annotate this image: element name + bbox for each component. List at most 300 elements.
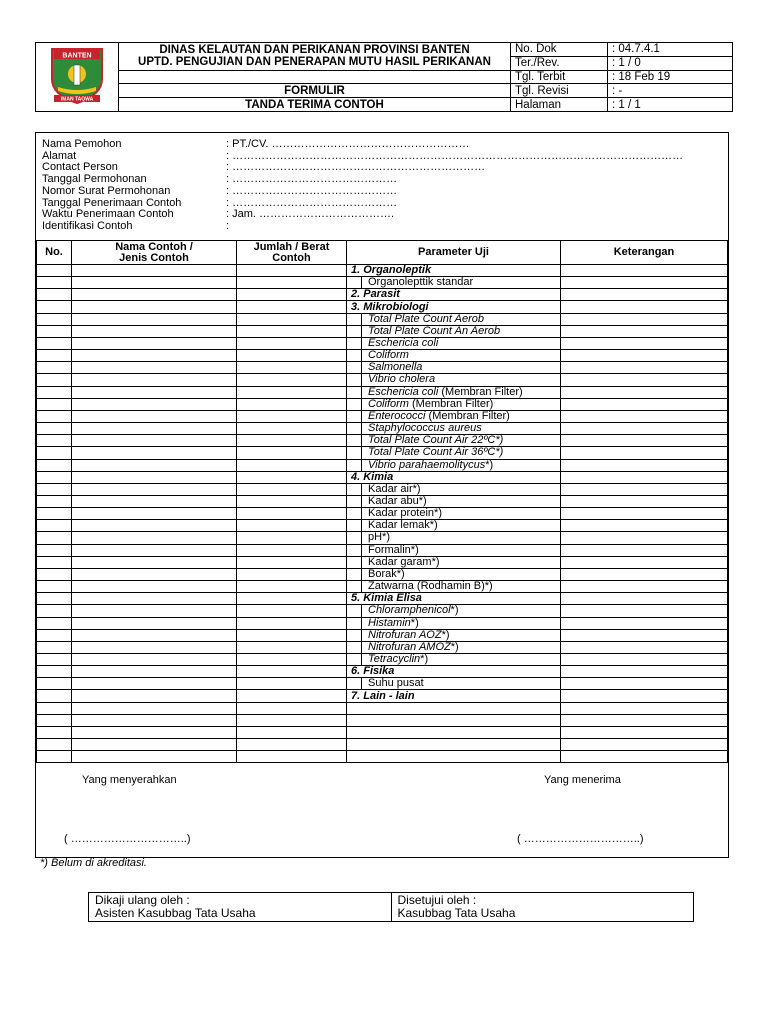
parameter-checkbox[interactable]: [347, 715, 361, 726]
parameter-checkbox[interactable]: [347, 545, 362, 556]
parameter-suffix: *): [420, 653, 429, 665]
table-row: [37, 678, 728, 690]
cell-nama[interactable]: [72, 398, 237, 410]
cell-parameter: [347, 617, 561, 629]
cell-parameter: [347, 702, 561, 714]
cell-keterangan[interactable]: [561, 726, 728, 738]
parameter-checkbox[interactable]: [347, 387, 362, 398]
table-row: [37, 702, 728, 714]
cell-no[interactable]: [37, 544, 72, 556]
cell-no[interactable]: [37, 556, 72, 568]
meta-value: : 18 Feb 19: [608, 70, 733, 84]
cell-no[interactable]: [37, 459, 72, 471]
banten-emblem-icon: [44, 45, 110, 107]
info-value-field[interactable]: : ………………………………………: [226, 196, 398, 209]
parameter-label: [362, 374, 435, 385]
cell-jumlah[interactable]: [237, 690, 347, 702]
cell-nama[interactable]: [72, 629, 237, 641]
cell-jumlah[interactable]: [237, 581, 347, 593]
cell-jumlah[interactable]: [237, 471, 347, 483]
cell-keterangan[interactable]: [561, 568, 728, 580]
table-row: [37, 508, 728, 520]
info-value-field[interactable]: : ………………………………………: [226, 184, 398, 197]
parameter-checkbox[interactable]: [347, 423, 362, 434]
cell-nama[interactable]: [72, 313, 237, 325]
cell-no[interactable]: [37, 751, 72, 763]
parameter-label: [362, 387, 523, 398]
table-row: [37, 362, 728, 374]
logo-text-top: BANTEN: [62, 52, 92, 59]
parameter-label: [362, 581, 493, 592]
cell-parameter: [347, 495, 561, 507]
cell-jumlah[interactable]: [237, 386, 347, 398]
cell-nama[interactable]: [72, 471, 237, 483]
meta-key: Tgl. Terbit: [511, 70, 608, 84]
cell-no[interactable]: [37, 568, 72, 580]
cell-nama[interactable]: [72, 739, 237, 751]
cell-parameter: [347, 398, 561, 410]
table-row: [37, 605, 728, 617]
cell-keterangan[interactable]: [561, 289, 728, 301]
cell-nama[interactable]: [72, 374, 237, 386]
parameter-checkbox[interactable]: [347, 496, 362, 507]
cell-nama[interactable]: [72, 532, 237, 544]
parameter-checkbox[interactable]: [347, 520, 362, 531]
cell-jumlah[interactable]: [237, 726, 347, 738]
cell-jumlah[interactable]: [237, 337, 347, 349]
cell-nama[interactable]: [72, 605, 237, 617]
cell-nama[interactable]: [72, 277, 237, 289]
cell-nama[interactable]: [72, 678, 237, 690]
parameter-checkbox[interactable]: [347, 411, 362, 422]
cell-keterangan[interactable]: [561, 362, 728, 374]
cell-jumlah[interactable]: [237, 666, 347, 678]
receipt-form: [35, 132, 729, 858]
parameter-checkbox[interactable]: [347, 739, 361, 750]
cell-parameter: [347, 362, 561, 374]
cell-keterangan[interactable]: [561, 739, 728, 751]
cell-no[interactable]: [37, 374, 72, 386]
cell-keterangan[interactable]: [561, 666, 728, 678]
cell-jumlah[interactable]: [237, 374, 347, 386]
parameter-label: [362, 545, 419, 556]
parameter-label: [362, 605, 459, 616]
cell-nama[interactable]: [72, 289, 237, 301]
info-value-field[interactable]: : ……………………………………………………………………………………………………………: [226, 149, 684, 162]
cell-jumlah[interactable]: [237, 629, 347, 641]
cell-no[interactable]: [37, 726, 72, 738]
cell-keterangan[interactable]: [561, 423, 728, 435]
parameter-checkbox[interactable]: [347, 484, 362, 495]
cell-nama[interactable]: [72, 714, 237, 726]
parameter-label: [362, 630, 450, 641]
cell-nama[interactable]: [72, 666, 237, 678]
cell-keterangan[interactable]: [561, 532, 728, 544]
cell-jumlah[interactable]: [237, 313, 347, 325]
col-header-no: No.: [37, 241, 72, 265]
review-label: Dikaji ulang oleh :: [95, 893, 190, 907]
cell-keterangan[interactable]: [561, 751, 728, 763]
review-cell: [89, 893, 392, 922]
parameter-name: Histamin: [368, 617, 411, 629]
cell-jumlah[interactable]: [237, 289, 347, 301]
parameter-checkbox[interactable]: [347, 703, 361, 714]
parameter-checkbox[interactable]: [347, 435, 362, 446]
cell-jumlah[interactable]: [237, 410, 347, 422]
cell-jumlah[interactable]: [237, 593, 347, 605]
cell-keterangan[interactable]: [561, 325, 728, 337]
parameter-label: [362, 532, 390, 543]
info-value-field[interactable]: : ………………………………………: [226, 173, 398, 186]
table-row: [37, 629, 728, 641]
cell-parameter: [347, 471, 561, 483]
cell-keterangan[interactable]: [561, 629, 728, 641]
cell-keterangan[interactable]: [561, 410, 728, 422]
cell-keterangan[interactable]: [561, 447, 728, 459]
org-spacer: [119, 70, 511, 84]
parameter-name: Total Plate Count An Aerob: [368, 325, 501, 337]
cell-no[interactable]: [37, 714, 72, 726]
parameter-name: Total Plate Count Aerob: [368, 313, 484, 325]
parameter-checkbox[interactable]: [347, 532, 362, 543]
parameter-label: [362, 362, 422, 373]
cell-jumlah[interactable]: [237, 654, 347, 666]
parameter-suffix: *): [450, 604, 459, 617]
cell-nama[interactable]: [72, 410, 237, 422]
cell-nama[interactable]: [72, 350, 237, 362]
cell-parameter: [347, 544, 561, 556]
cell-no[interactable]: [37, 532, 72, 544]
parameter-category: 5. Kimia Elisa: [351, 592, 422, 605]
cell-nama[interactable]: [72, 362, 237, 374]
cell-jumlah[interactable]: [237, 702, 347, 714]
receiver-name-field[interactable]: ( …………………………..): [517, 833, 644, 845]
cell-no[interactable]: [37, 739, 72, 751]
cell-no[interactable]: [37, 508, 72, 520]
cell-nama[interactable]: [72, 641, 237, 653]
cell-keterangan[interactable]: [561, 459, 728, 471]
table-row: [37, 654, 728, 666]
cell-nama[interactable]: [72, 544, 237, 556]
cell-nama[interactable]: [72, 690, 237, 702]
cell-keterangan[interactable]: [561, 435, 728, 447]
cell-nama[interactable]: [72, 301, 237, 313]
cell-nama[interactable]: [72, 495, 237, 507]
sender-name-field[interactable]: ( …………………………..): [64, 833, 191, 845]
cell-nama[interactable]: [72, 702, 237, 714]
cell-no[interactable]: [37, 350, 72, 362]
info-value-field[interactable]: : ……………………………………………………………: [226, 161, 486, 174]
org-line-1: DINAS KELAUTAN DAN PERIKANAN PROVINSI BANTEN: [159, 44, 470, 57]
parameter-name: Borak*): [368, 568, 405, 580]
parameter-checkbox[interactable]: [347, 338, 362, 349]
parameter-name: Total Plate Count Air 22ºC*): [368, 434, 504, 447]
cell-keterangan[interactable]: [561, 313, 728, 325]
parameter-label: [362, 338, 438, 349]
parameter-checkbox[interactable]: [347, 374, 362, 385]
table-row: [37, 301, 728, 313]
cell-parameter: [347, 568, 561, 580]
cell-no[interactable]: [37, 265, 72, 277]
cell-jumlah[interactable]: [237, 301, 347, 313]
cell-keterangan[interactable]: [561, 544, 728, 556]
cell-keterangan[interactable]: [561, 508, 728, 520]
cell-parameter: [347, 520, 561, 532]
cell-jumlah[interactable]: [237, 678, 347, 690]
parameter-checkbox[interactable]: [347, 618, 362, 629]
parameter-name: Suhu pusat: [368, 677, 424, 690]
cell-nama[interactable]: [72, 483, 237, 495]
cell-nama[interactable]: [72, 337, 237, 349]
cell-jumlah[interactable]: [237, 751, 347, 763]
cell-parameter: [347, 374, 561, 386]
table-row: [37, 593, 728, 605]
cell-parameter: [347, 447, 561, 459]
cell-keterangan[interactable]: [561, 678, 728, 690]
table-row: [37, 471, 728, 483]
parameter-checkbox[interactable]: [347, 727, 361, 738]
parameter-suffix: *): [485, 459, 494, 471]
parameter-label: [362, 435, 503, 446]
cell-keterangan[interactable]: [561, 495, 728, 507]
parameter-name: Chloramphenicol: [368, 604, 451, 617]
cell-no[interactable]: [37, 447, 72, 459]
cell-jumlah[interactable]: [237, 714, 347, 726]
cell-parameter: [347, 641, 561, 653]
parameter-category: 6. Fisika: [351, 665, 395, 678]
info-label: Nama Pemohon: [42, 138, 122, 150]
table-header-row: [37, 241, 728, 265]
parameter-suffix: *): [441, 629, 450, 641]
parameter-label: [362, 423, 482, 434]
cell-nama[interactable]: [72, 423, 237, 435]
cell-nama[interactable]: [72, 581, 237, 593]
cell-jumlah[interactable]: [237, 641, 347, 653]
cell-parameter: [347, 629, 561, 641]
cell-nama[interactable]: [72, 654, 237, 666]
cell-jumlah[interactable]: [237, 508, 347, 520]
cell-no[interactable]: [37, 398, 72, 410]
cell-no[interactable]: [37, 702, 72, 714]
cell-nama[interactable]: [72, 325, 237, 337]
logo-text-bottom: IMAN TAQWA: [60, 96, 94, 102]
cell-jumlah[interactable]: [237, 362, 347, 374]
cell-no[interactable]: [37, 337, 72, 349]
cell-jumlah[interactable]: [237, 617, 347, 629]
cell-nama[interactable]: [72, 617, 237, 629]
parameter-checkbox[interactable]: [347, 605, 362, 616]
cell-keterangan[interactable]: [561, 605, 728, 617]
parameter-name: Total Plate Count Air 36ºC*): [368, 446, 504, 459]
cell-no[interactable]: [37, 277, 72, 289]
cell-keterangan[interactable]: [561, 277, 728, 289]
cell-no[interactable]: [37, 362, 72, 374]
cell-keterangan[interactable]: [561, 374, 728, 386]
cell-keterangan[interactable]: [561, 386, 728, 398]
parameter-label: [362, 314, 484, 325]
cell-jumlah[interactable]: [237, 265, 347, 277]
cell-nama[interactable]: [72, 751, 237, 763]
parameter-checkbox[interactable]: [347, 326, 362, 337]
cell-keterangan[interactable]: [561, 654, 728, 666]
cell-no[interactable]: [37, 593, 72, 605]
parameter-checkbox[interactable]: [347, 399, 362, 410]
cell-no[interactable]: [37, 617, 72, 629]
cell-keterangan[interactable]: [561, 398, 728, 410]
cell-no[interactable]: [37, 666, 72, 678]
cell-no[interactable]: [37, 678, 72, 690]
parameter-name: Enterococci: [368, 410, 426, 422]
cell-keterangan[interactable]: [561, 337, 728, 349]
approval-box: [88, 892, 694, 922]
info-label: Waktu Penerimaan Contoh: [42, 208, 174, 221]
cell-no[interactable]: [37, 654, 72, 666]
cell-jumlah[interactable]: [237, 544, 347, 556]
cell-jumlah[interactable]: [237, 532, 347, 544]
org-line-2: UPTD. PENGUJIAN DAN PENERAPAN MUTU HASIL PERIKANAN: [138, 56, 491, 69]
parameter-checkbox[interactable]: [347, 654, 362, 665]
cell-parameter: [347, 581, 561, 593]
cell-no[interactable]: [37, 581, 72, 593]
parameter-checkbox[interactable]: [347, 678, 362, 689]
cell-keterangan[interactable]: [561, 350, 728, 362]
col-header-keterangan: Keterangan: [561, 241, 728, 265]
cell-no[interactable]: [37, 386, 72, 398]
cell-jumlah[interactable]: [237, 325, 347, 337]
cell-nama[interactable]: [72, 593, 237, 605]
cell-jumlah[interactable]: [237, 350, 347, 362]
cell-keterangan[interactable]: [561, 617, 728, 629]
cell-keterangan[interactable]: [561, 265, 728, 277]
cell-keterangan[interactable]: [561, 556, 728, 568]
cell-jumlah[interactable]: [237, 520, 347, 532]
cell-nama[interactable]: [72, 386, 237, 398]
cell-keterangan[interactable]: [561, 301, 728, 313]
cell-parameter: [347, 726, 561, 738]
cell-jumlah[interactable]: [237, 739, 347, 751]
cell-nama[interactable]: [72, 435, 237, 447]
cell-keterangan[interactable]: [561, 520, 728, 532]
parameter-label: [362, 484, 421, 495]
cell-parameter: [347, 593, 561, 605]
cell-jumlah[interactable]: [237, 483, 347, 495]
parameter-category: 2. Parasit: [351, 288, 400, 301]
cell-no[interactable]: [37, 301, 72, 313]
cell-keterangan[interactable]: [561, 690, 728, 702]
parameter-category: 3. Mikrobiologi: [351, 300, 429, 313]
parameter-suffix: (Membran Filter): [408, 398, 494, 410]
parameter-label: [362, 654, 428, 665]
cell-nama[interactable]: [72, 265, 237, 277]
parameter-suffix: (Membran Filter): [425, 410, 510, 422]
cell-jumlah[interactable]: [237, 568, 347, 580]
cell-nama[interactable]: [72, 508, 237, 520]
cell-keterangan[interactable]: [561, 471, 728, 483]
cell-keterangan[interactable]: [561, 581, 728, 593]
cell-keterangan[interactable]: [561, 714, 728, 726]
cell-jumlah[interactable]: [237, 495, 347, 507]
parameter-checkbox[interactable]: [347, 630, 362, 641]
cell-parameter: [347, 532, 561, 544]
cell-nama[interactable]: [72, 556, 237, 568]
parameter-checkbox[interactable]: [347, 751, 361, 762]
info-value-field[interactable]: : Jam. ……………………………….: [226, 208, 395, 221]
parameter-checkbox[interactable]: [347, 581, 362, 592]
table-row: [37, 374, 728, 386]
cell-keterangan[interactable]: [561, 702, 728, 714]
parameter-category: 1. Organoleptik: [351, 264, 432, 277]
banten-logo: [36, 43, 119, 112]
parameter-label: [361, 739, 367, 750]
parameter-checkbox[interactable]: [347, 508, 362, 519]
parameter-checkbox[interactable]: [347, 557, 362, 568]
cell-jumlah[interactable]: [237, 423, 347, 435]
parameter-label: [362, 399, 493, 410]
cell-no[interactable]: [37, 435, 72, 447]
cell-jumlah[interactable]: [237, 435, 347, 447]
cell-nama[interactable]: [72, 726, 237, 738]
cell-nama[interactable]: [72, 447, 237, 459]
cell-nama[interactable]: [72, 520, 237, 532]
cell-jumlah[interactable]: [237, 605, 347, 617]
parameter-name: Tetracyclin: [368, 653, 421, 665]
cell-jumlah[interactable]: [237, 447, 347, 459]
cell-no[interactable]: [37, 641, 72, 653]
cell-no[interactable]: [37, 410, 72, 422]
cell-jumlah[interactable]: [237, 459, 347, 471]
table-row: [37, 520, 728, 532]
parameter-checkbox[interactable]: [347, 362, 362, 373]
parameter-checkbox[interactable]: [347, 277, 362, 288]
cell-nama[interactable]: [72, 568, 237, 580]
cell-no[interactable]: [37, 495, 72, 507]
review-role: Asisten Kasubbag Tata Usaha: [95, 906, 256, 920]
parameter-checkbox[interactable]: [347, 460, 362, 471]
cell-no[interactable]: [37, 690, 72, 702]
parameter-category: 4. Kimia: [351, 471, 394, 483]
info-value-field[interactable]: :: [226, 219, 230, 232]
parameter-label: [361, 715, 367, 726]
cell-no[interactable]: [37, 471, 72, 483]
parameter-name: Staphylococcus aureus: [368, 422, 482, 435]
parameter-checkbox[interactable]: [347, 447, 362, 458]
cell-no[interactable]: [37, 605, 72, 617]
parameter-checkbox[interactable]: [347, 569, 362, 580]
cell-keterangan[interactable]: [561, 483, 728, 495]
parameter-checkbox[interactable]: [347, 314, 362, 325]
cell-no[interactable]: [37, 313, 72, 325]
cell-nama[interactable]: [72, 459, 237, 471]
parameter-checkbox[interactable]: [347, 642, 362, 653]
cell-no[interactable]: [37, 629, 72, 641]
table-row: [37, 423, 728, 435]
parameter-name: Nitrofuran AMOZ: [368, 641, 451, 653]
parameter-checkbox[interactable]: [347, 350, 362, 361]
accreditation-note: *) Belum di akreditasi.: [40, 857, 147, 869]
cell-keterangan[interactable]: [561, 641, 728, 653]
parameter-name: Kadar air*): [368, 483, 421, 495]
cell-no[interactable]: [37, 520, 72, 532]
cell-no[interactable]: [37, 289, 72, 301]
cell-no[interactable]: [37, 325, 72, 337]
cell-jumlah[interactable]: [237, 556, 347, 568]
cell-no[interactable]: [37, 423, 72, 435]
cell-keterangan[interactable]: [561, 593, 728, 605]
cell-jumlah[interactable]: [237, 277, 347, 289]
cell-no[interactable]: [37, 483, 72, 495]
cell-jumlah[interactable]: [237, 398, 347, 410]
info-value-field[interactable]: : PT./CV. ………………………………………………: [226, 138, 470, 150]
